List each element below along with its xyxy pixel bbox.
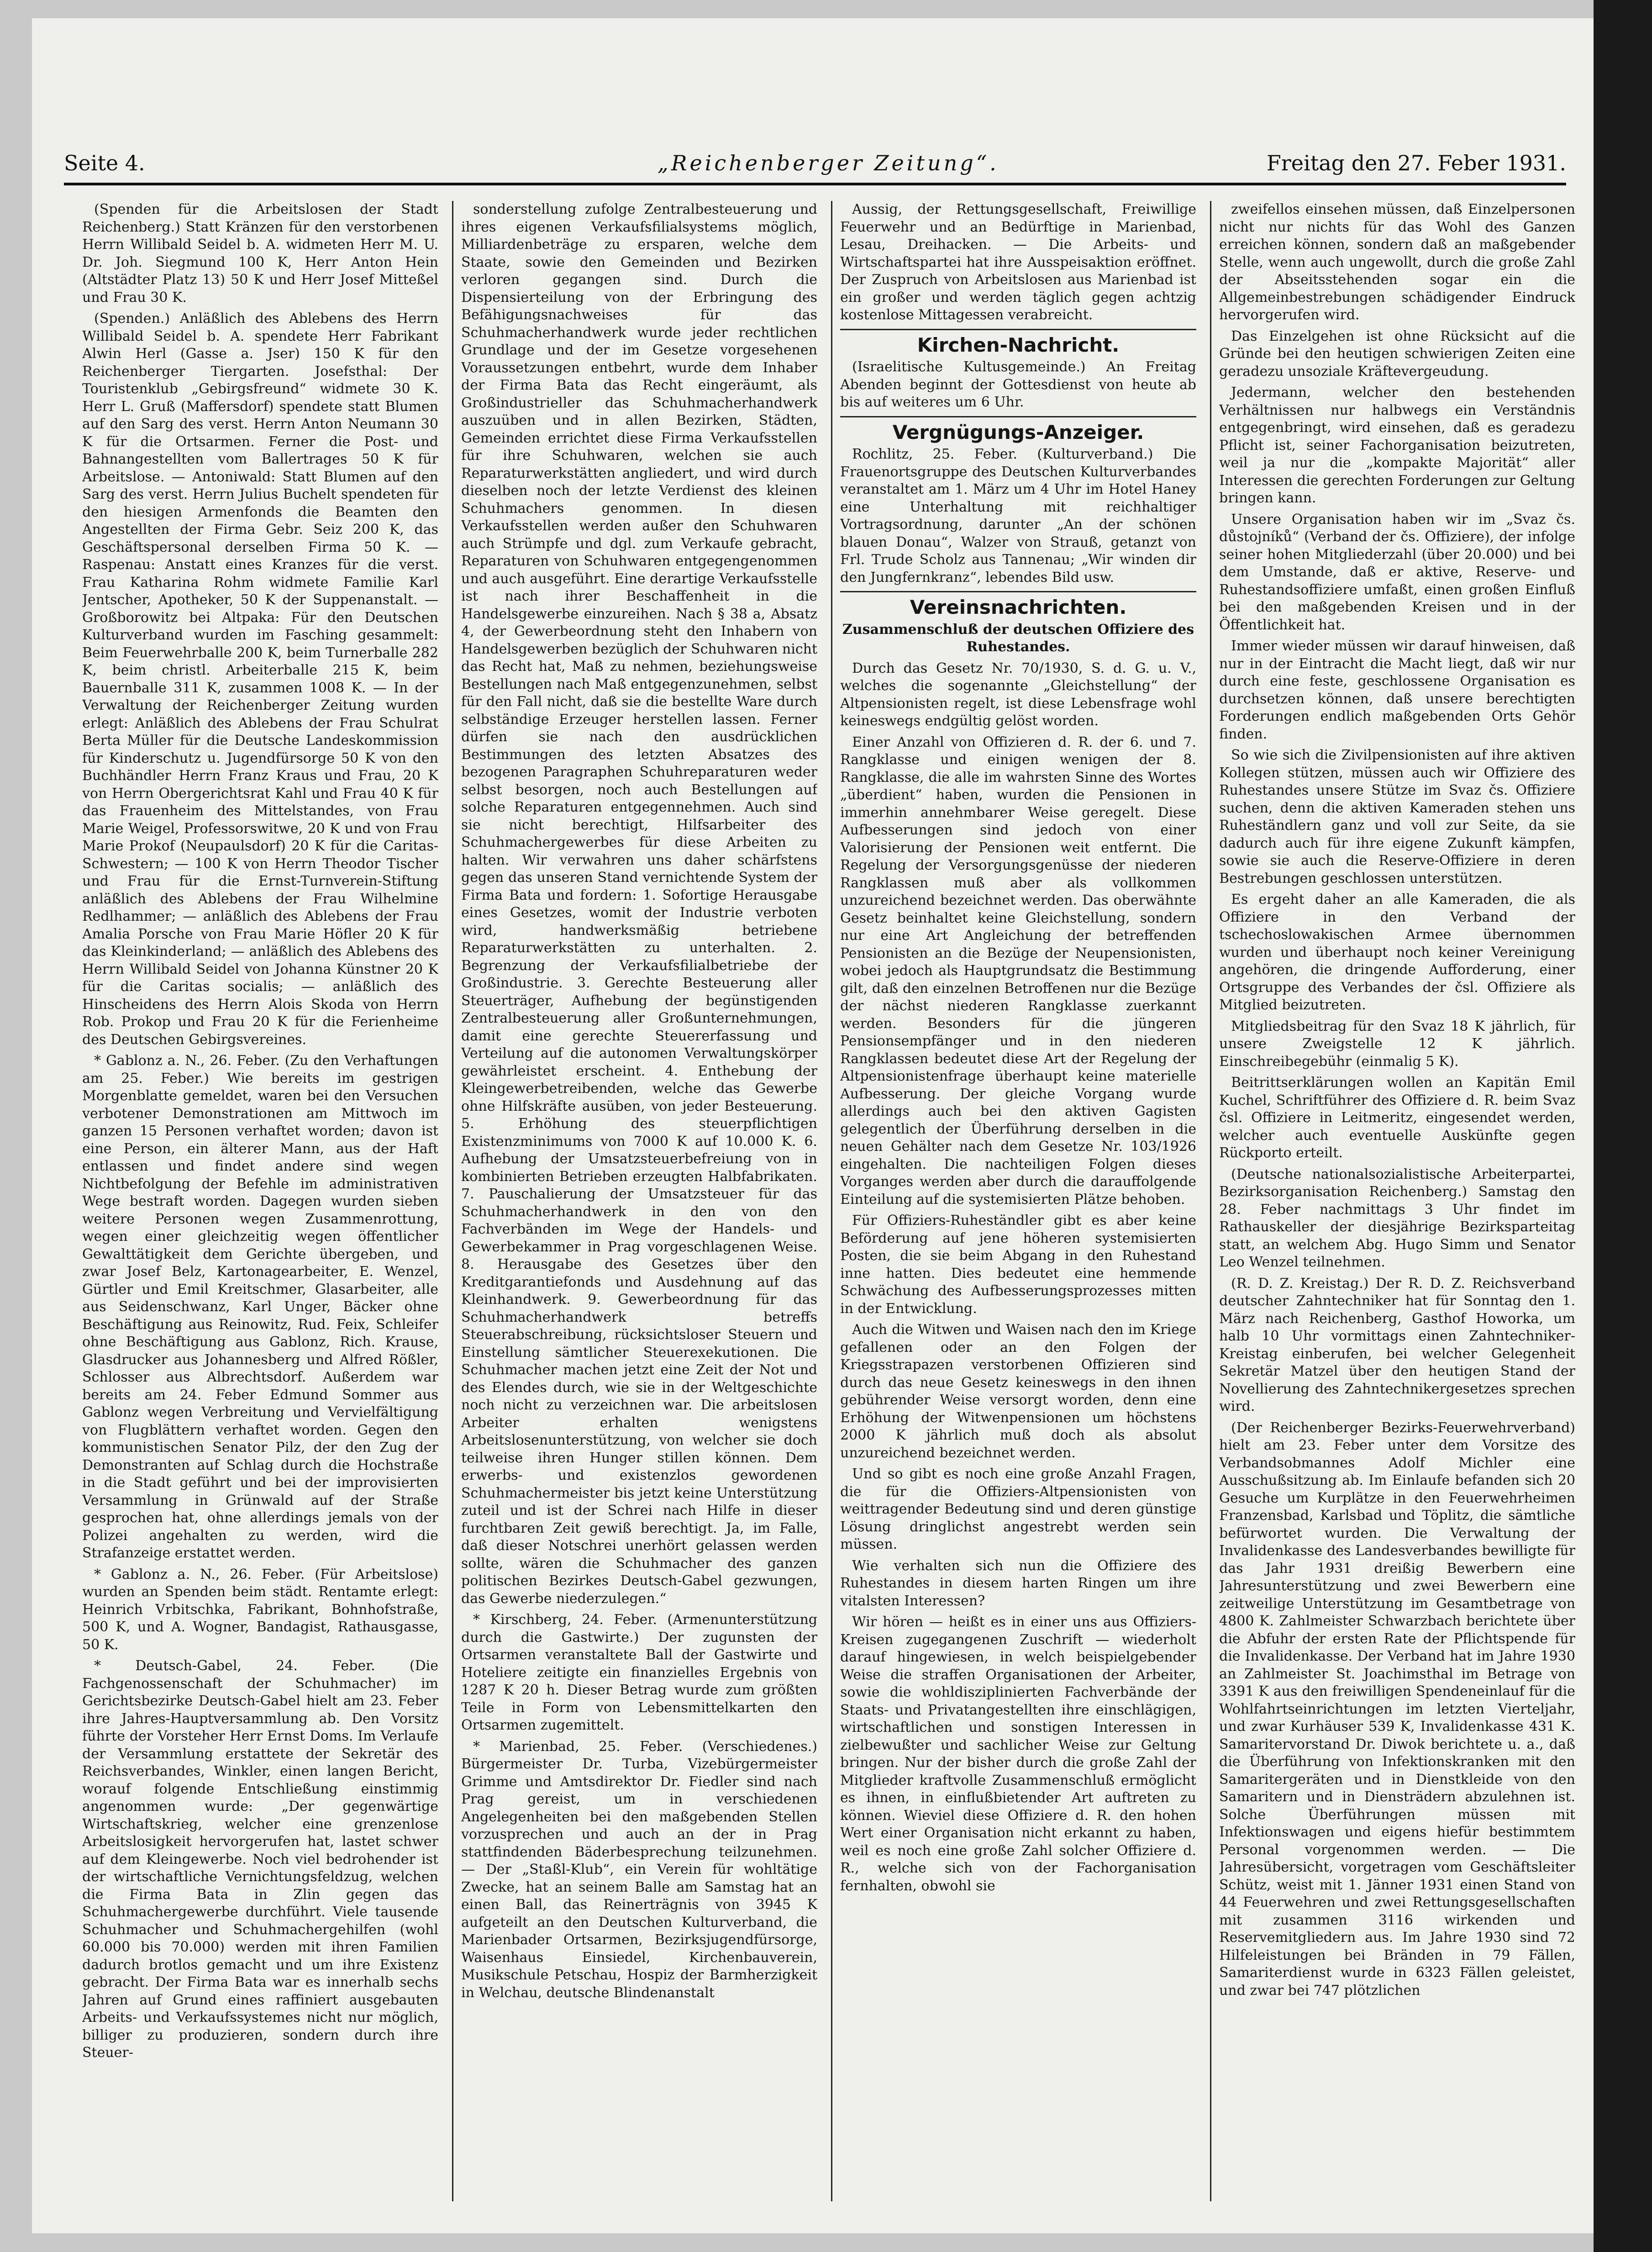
- column-divider: [831, 201, 832, 2201]
- article-paragraph: Durch das Gesetz Nr. 70/1930, S. d. G. u. V., welches die sogenannte „Gleichstellung“ der Altpensionisten regelt, ist diese Lebensfrage wohl keineswegs endgültig gelöst worden.: [840, 660, 1196, 729]
- article-paragraph: Für Offiziers-Ruheständler gibt es aber keine Beförderung auf jene höheren systemisierten Posten, die sie beim Abgang in den Ruhestand inne hatten. Dies bedeutet eine hemmende Schwächung des Aufbesserungsprozesses mitten in der Entwicklung.: [840, 1213, 1196, 1317]
- page-number: Seite 4.: [64, 151, 145, 175]
- article-paragraph: Das Einzelgehen ist ohne Rücksicht auf die Gründe bei den heutigen schwierigen Zeiten eine geradezu unsoziale Kräftevergeudung.: [1219, 328, 1575, 380]
- article-subheading: Zusammenschluß der deutschen Offiziere des Ruhestandes.: [842, 621, 1194, 655]
- section-heading-verein: Vereinsnachrichten.: [910, 596, 1127, 618]
- column-4: [1219, 201, 1575, 2201]
- article-paragraph: * Marienbad, 25. Feber. (Verschiedenes.) Bürgermeister Dr. Turba, Vizebürgermeister Grimme und Amtsdirektor Dr. Fiedler sind nach Prag gereist, um in verschiedenen Angelegenheiten bei den maßgebenden Stellen vorzusprechen und auch an der in Prag stattfindenden Bäderbesprechung teilzunehmen. — Der „Staßl-Klub“, ein Verein für wohltätige Zwecke, hat an seinem Balle am Samstag hat an einen Ball, das Reinerträgnis von 3945 K aufgeteilt an den Deutschen Kulturverband, die Marienbader Ortsarmen, Bezirksjugendfürsorge, Waisenhaus Einsiedel, Kirchenbauverein, Musikschule Petschau, Hospiz der Barmherzigkeit in Welchau, deutsche Blindenanstalt: [461, 1738, 817, 2001]
- column-1: [82, 201, 438, 2201]
- page-header: [64, 151, 1566, 187]
- article-paragraph: Jedermann, welcher den bestehenden Verhältnissen nur halbwegs ein Verständnis entgegenbringt, wird einsehen, daß es geradezu Pflicht ist, seiner Fachorganisation beizutreten, weil ja nur die „kompakte Majorität“ aller Interessen die gerechten Forderungen zur Geltung bringen kann.: [1219, 385, 1575, 506]
- article-paragraph: (Spenden für die Arbeitslosen der Stadt Reichenberg.) Statt Kränzen für den verstorbenen Herrn Willibald Seidel b. A. widmeten Herr M. U. Dr. Joh. Siegmund 100 K, Herr Anton Hein (Altstädter Platz 13) 50 K und Herr Josef Mitteßel und Frau 30 K.: [82, 201, 438, 306]
- article-paragraph: Beitrittserklärungen wollen an Kapitän Emil Kuchel, Schriftführer des Offiziere d. R. beim Svaz čsl. Offiziere in Leitmeritz, eingesendet werden, welcher auch eventuelle Auskünfte gegen Rückporto erteilt.: [1219, 1075, 1575, 1161]
- article-paragraph: Auch die Witwen und Waisen nach den im Kriege gefallenen oder an den Folgen der Kriegsstrapazen verstorbenen Offizieren sind durch das neue Gesetz keineswegs in den ihnen gebührender Weise versorgt worden, denn eine Erhöhung der Witwenpensionen um höchstens 2000 K jährlich muß doch als absolut unzureichend bezeichnet werden.: [840, 1322, 1196, 1461]
- article-paragraph: * Gablonz a. N., 26. Feber. (Für Arbeitslose) wurden an Spenden beim städt. Rentamte erlegt: Heinrich Vrbitschka, Fabrikant, Bohnhofstraße, 500 K, und A. Wogner, Bandagist, Rathausgasse, 50 K.: [82, 1566, 438, 1653]
- article-paragraph: Es ergeht daher an alle Kameraden, die als Offiziere in den Verband der tschechoslowakischen Armee übernommen wurden und überhaupt noch keiner Vereinigung angehören, die dringende Aufforderung, einer Ortsgruppe des Verbandes der čsl. Offiziere als Mitglied beizutreten.: [1219, 891, 1575, 1013]
- section-heading-kirchen: Kirchen-Nachricht.: [917, 333, 1120, 356]
- header-rule: [64, 183, 1566, 185]
- scan-edge: [1594, 0, 1652, 2252]
- article-paragraph: * Kirschberg, 24. Feber. (Armenunterstützung durch die Gastwirte.) Der zugunsten der Ortsarmen veranstaltete Ball der Gastwirte und Hoteliere zeitigte ein finanzielles Ergebnis von 1287 K 20 h. Dieser Betrag wurde zum größten Teile in Form von Lebensmittelkarten den Ortsarmen zugemittelt.: [461, 1612, 817, 1733]
- article-paragraph: Wir hören — heißt es in einer uns aus Offiziers-Kreisen zugegangenen Zuschrift — wiederholt darauf hingewiesen, in welch beispielgebender Weise die straffen Organisationen der Arbeiter, sowie die wohldisziplinierten Fachverbände der Staats- und Privatangestellten ihre einschlägigen, wirtschaftlichen und sonstigen Interessen in zielbewußter und sachlicher Weise zur Geltung bringen. Nur der bisher durch die große Zahl der Mitglieder kraftvolle Zusammenschluß ermöglicht es ihnen, in einflußbietender Art auftreten zu können. Wieviel diese Offiziere d. R. den hohen Wert einer Organisation nicht erkannt zu haben, weil es noch eine große Zahl solcher Offiziere d. R., welche sich von der Fachorganisation fernhalten, obwohl sie: [840, 1614, 1196, 1894]
- article-paragraph: Unsere Organisation haben wir im „Svaz čs. důstojníků“ (Verband der čs. Offiziere), der infolge seiner hohen Mitgliederzahl (über 20.000) und bei dem Umstande, daß er aktive, Reserve- und Ruhestandsoffiziere umfaßt, einen großen Einfluß bei den maßgebenden Kreisen und in der Öffentlichkeit hat.: [1219, 511, 1575, 633]
- article-paragraph: (Spenden.) Anläßlich des Ablebens des Herrn Willibald Seidel b. A. spendete Herr Fabrikant Alwin Herl (Gasse a. Jser) 150 K für den Reichenberger Tiergarten. Josefsthal: Der Touristenklub „Gebirgsfreund“ widmete 30 K. Herr L. Gruß (Maffersdorf) spendete statt Blumen auf den Sarg des verst. Herrn Anton Neumann 30 K für die Ortsarmen. Ferner die Post- und Bahnangestellten vom Ballertrages 50 K für Arbeitslose. — Antoniwald: Statt Blumen auf den Sarg des verst. Herrn Julius Buchelt spendeten für den hiesigen Armenfonds die Beamten den Angestellten der Firma Gebr. Seiz 200 K, das Geschäftspersonal derselben Firma 50 K. — Raspenau: Anstatt eines Kranzes für die verst. Frau Katharina Rohm widmete Familie Karl Jentscher, Apotheker, 50 K der Suppenanstalt. — Großborowitz bei Altpaka: Für den Deutschen Kulturverband wurden im Fasching gesammelt: Beim Feuerwehrballe 200 K, beim Turnerballe 282 K, beim christl. Arbeiterballe 215 K, beim Bauernballe 311 K, zusammen 1008 K. — In der Verwaltung der Reichenberger Zeitung wurden erlegt: Anläßlich des Ablebens der Frau Schulrat Berta Müller für die Deutsche Landeskommission für Kinderschutz u. Jugendfürsorge 50 K von den Buchhändler Herrn Franz Kraus und Frau, 20 K von Herrn Obergerichtsrat Kahl und Frau 40 K für das Frauenheim des Mittelstandes, von Frau Marie Weigel, Professorswitwe, 20 K und von Frau Marie Prokof (Neupaulsdorf) 20 K für die Caritas-Schwestern; — 100 K von Herrn Theodor Tischer und Frau für die Ernst-Turnverein-Stiftung anläßlich des Ablebens der Frau Wilhelmine Redlhammer; — anläßlich des Ablebens der Frau Amalia Porsche von Frau Marie Höfler 20 K für das Kleinkinderland; — anläßlich des Ablebens des Herrn Willibald Seidel von Johanna Künstner 20 K für die Caritas socialis; — anläßlich des Hinscheidens des Herrn Alois Skoda von Herrn Rob. Prokop und Frau 20 K für die Ferienheime des Deutschen Gebirgsvereines.: [82, 311, 438, 1048]
- section-rule: [840, 329, 1196, 330]
- article-paragraph: Aussig, der Rettungsgesellschaft, Freiwillige Feuerwehr und an Bedürftige in Marienbad, Lesau, Dreihacken. — Die Arbeits- und Wirtschaftspartei hat ihre Ausspeisaktion eröffnet. Der Zuspruch von Arbeitslosen aus Marienbad ist ein großer und werden täglich gegen achtzig kostenlose Mittagessen verabreicht.: [840, 201, 1196, 323]
- article-paragraph: Mitgliedsbeitrag für den Svaz 18 K jährlich, für unsere Zweigstelle 12 K jährlich. Einschreibegebühr (einmalig 5 K).: [1219, 1018, 1575, 1070]
- article-paragraph: Rochlitz, 25. Feber. (Kulturverband.) Die Frauenortsgruppe des Deutschen Kulturverbandes veranstaltet am 1. März um 4 Uhr im Hotel Haney eine Unterhaltung mit reichhaltiger Vortragsordnung, darunter „An der schönen blauen Donau“, Walzer von Strauß, getanzt von Frl. Trude Scholz aus Tannenau; „Wir winden dir den Jungfernkranz“, lebendes Bild usw.: [840, 446, 1196, 585]
- column-2: [461, 201, 817, 2201]
- issue-date: Freitag den 27. Feber 1931.: [1266, 151, 1566, 175]
- article-paragraph: zweifellos einsehen müssen, daß Einzelpersonen nicht nur nichts für das Wohl des Ganzen erreichen können, sondern daß an maßgebender Stelle, wenn auch ungewollt, durch die große Zahl der Abseitsstehenden sogar ein die Allgemeinbestrebungen schädigender Eindruck hervorgerufen wird.: [1219, 201, 1575, 323]
- article-paragraph: So wie sich die Zivilpensionisten auf ihre aktiven Kollegen stützen, müssen auch wir Offiziere des Ruhestandes unsere Stütze im Svaz čs. Offiziere suchen, denn die aktiven Kameraden stehen uns Ruheständlern ganz und voll zur Seite, da sie dadurch auch für ihre eigene Zukunft kämpfen, sowie sie auch die Reserve-Offiziere in deren Bestrebungen geschlossen unterstützen.: [1219, 747, 1575, 886]
- article-paragraph: sonderstellung zufolge Zentralbesteuerung und ihres eigenen Verkaufsfilialsystems möglich, Milliardenbeträge zu ersparen, welche dem Staate, sowie den Gemeinden und Bezirken verloren gegangen sind. Durch die Dispensierteilung von der Erbringung des Befähigungsnachweises für das Schuhmacherhandwerk wurde jeder rechtlichen Grundlage und der im Gesetze vorgesehenen Voraussetzungen entbehrt, wurde dem Inhaber der Firma Bata das Recht eingeräumt, als Großindustrieller das Schuhmacherhandwerk auszuüben und in allen Bezirken, Städten, Gemeinden errichtet diese Firma Verkaufsstellen für ihre Schuhwaren, welchen sie auch Reparaturwerkstätten angliedert, und wird durch dieselben noch der letzte Verdienst des kleinen Schuhmachers genommen. In diesen Verkaufsstellen werden außer den Schuhwaren auch Strümpfe und dgl. zum Verkaufe gebracht, Reparaturen von Schuhwaren entgegengenommen und auch ausgeführt. Eine derartige Verkaufsstelle ist nach ihrer Beschaffenheit in die Handelsgewerbe einzureihen. Nach § 38 a, Absatz 4, der Gewerbeordnung steht den Inhabern von Handelsgewerben bezüglich der Schuhwaren nicht das Recht hat, Maß zu nehmen, beziehungsweise Bestellungen nach Maß entgegenzunehmen, selbst für den Fall nicht, daß sie die bestellte Ware durch selbständige Erzeuger herstellen lassen. Ferner dürfen sie nach den ausdrücklichen Bestimmungen des letzten Absatzes des bezogenen Paragraphen Schuhreparaturen weder selbst besorgen, noch auch Bestellungen auf solche Reparaturen entgegennehmen. Auch sind sie nicht berechtigt, Hilfsarbeiter des Schuhmachergewerbes für diese Arbeiten zu halten. Wir verwahren uns daher schärfstens gegen das unseren Stand vernichtende System der Firma Bata und fordern: 1. Sofortige Herausgabe eines Gesetzes, womit der Industrie verboten wird, handwerksmäßig betriebene Reparaturwerkstätten zu unterhalten. 2. Begrenzung der Verkaufsfilialbetriebe der Großindustrie. 3. Gerechte Besteuerung aller Steuerträger, Aufhebung der begünstigenden Zentralbesteuerung aller Großunternehmungen, damit eine gerechte Steuererfassung und Verteilung auf die autonomen Verwaltungskörper gewährleistet erscheint. 4. Enthebung der Kleingewerbetreibenden, welche das Gewerbe ohne Hilfskräfte ausüben, von jeder Besteuerung. 5. Erhöhung des steuerpflichtigen Existenzminimums von 7000 K auf 10.000 K. 6. Aufhebung der Umsatzsteuerbefreiung von in kombinierten Betrieben erzeugten Halbfabrikaten. 7. Pauschalierung der Umsatzsteuer für das Schuhmacherhandwerk in den von den Fachverbänden im Wege der Handels- und Gewerbekammer in Prag vorgeschlagenen Weise. 8. Herausgabe des Gesetzes über den Kreditgarantiefonds und Ausdehnung auf das Kleinhandwerk. 9. Gewerbeordnung für das Schuhmacherhandwerk betreffs Steuerabschreibung, rücksichtsloser Steuern und Einstellung sämtlicher Steuerexekutionen. Die Schuhmacher machen jetzt eine Zeit der Not und des Elendes durch, wie sie in der Weltgeschichte noch nicht zu verzeichnen war. Die arbeitslosen Arbeiter erhalten wenigstens Arbeitslosenunterstützung, von welcher sie doch teilweise ihren Hunger stillen können. Dem erwerbs- und existenzlos gewordenen Schuhmachermeister bis jetzt keine Unterstützung zuteil und ist der Schrei nach Hilfe in dieser furchtbaren Zeit gewiß berechtigt. Ja, im Falle, daß dieser Notschrei unerhört gelassen werden sollte, wären die Schuhmacher des ganzen politischen Bezirkes Deutsch-Gabel gezwungen, das Gewerbe niederzulegen.“: [461, 201, 817, 1607]
- column-3: [840, 201, 1196, 2201]
- article-paragraph: (Deutsche nationalsozialistische Arbeiterpartei, Bezirksorganisation Reichenberg.) Samstag den 28. Feber nachmittags 3 Uhr findet im Rathauskeller der diesjährige Bezirksparteitag statt, an welchem Abg. Hugo Simm und Senator Leo Wenzel teilnehmen.: [1219, 1166, 1575, 1270]
- article-paragraph: * Deutsch-Gabel, 24. Feber. (Die Fachgenossenschaft der Schuhmacher) im Gerichtsbezirke Deutsch-Gabel hielt am 23. Feber ihre Jahres-Hauptversammlung ab. Den Vorsitz führte der Vorsteher Herr Ernst Doms. Im Verlaufe der Versammlung erstattete der Sekretär des Reichsverbandes, Winkler, einen langen Bericht, worauf folgende Entschließung einstimmig angenommen wurde: „Der gegenwärtige Wirtschaftskrieg, welcher eine grenzenlose Arbeitslosigkeit hervorgerufen hat, lastet schwer auf dem Kleingewerbe. Noch viel bedrohender ist der wirtschaftliche Vernichtungsfeldzug, welchen die Firma Bata in Zlin gegen das Schuhmachergewerbe durchführt. Viele tausende Schuhmacher und Schuhmachergehilfen (wohl 60.000 bis 70.000) werden mit ihren Familien dadurch brotlos gemacht und um ihre Existenz gebracht. Der Firma Bata war es innerhalb sechs Jahren auf Grund eines raffiniert ausgebauten Arbeits- und Verkaufssystemes nicht nur möglich, billiger zu produzieren, sondern durch ihre Steuer-: [82, 1658, 438, 2061]
- section-rule: [840, 591, 1196, 592]
- section-rule: [840, 416, 1196, 417]
- masthead: „Reichenberger Zeitung“.: [658, 151, 999, 175]
- section-heading-vergnuegung: Vergnügungs-Anzeiger.: [892, 421, 1144, 443]
- column-divider: [1210, 201, 1211, 2201]
- article-paragraph: Einer Anzahl von Offizieren d. R. der 6. und 7. Rangklasse und einigen wenigen der 8. Rangklasse, die alle im wahrsten Sinne des Wortes „überdient“ haben, wurden die Pensionen in immerhin annehmbarer Weise geregelt. Diese Aufbesserungen sind jedoch von einer Valorisierung der Pensionen weit entfernt. Die Regelung der Versorgungsgenüsse der niederen Rangklassen muß aber als vollkommen unzureichend bezeichnet werden. Das oberwähnte Gesetz beinhaltet keine Gleichstellung, sondern nur eine Art Angleichung der betreffenden Pensionisten an die Bezüge der Neupensionisten, wobei jedoch als Hauptgrundsatz die Bestimmung gilt, daß den einzelnen Betroffenen nur die Bezüge der nächst niederen Rangklasse zuerkannt werden. Besonders für die jüngeren Pensionsempfänger und in den niederen Rangklassen bedeutet diese Art der Regelung der Altpensionistenfrage überhaupt keine materielle Aufbesserung. Der gleiche Vorgang wurde allerdings auch bei den aktiven Gagisten gelegentlich der Überführung derselben in die neuen Gehälter nach dem Gesetze Nr. 103/1926 eingehalten. Die nachteiligen Folgen dieses Vorganges werden aber durch die darauffolgende Einteilung auf die systemisierten Plätze behoben.: [840, 734, 1196, 1208]
- article-paragraph: (Israelitische Kultusgemeinde.) An Freitag Abenden beginnt der Gottesdienst von heute ab bis auf weiteres um 6 Uhr.: [840, 359, 1196, 410]
- article-paragraph: * Gablonz a. N., 26. Feber. (Zu den Verhaftungen am 25. Feber.) Wie bereits im gestrigen Morgenblatte gemeldet, waren bei den Versuchen verbotener Demonstrationen am Mittwoch im ganzen 15 Personen verhaftet worden; davon ist eine Person, ein älterer Mann, aus der Haft entlassen und findet andere sind wegen Nichtbefolgung der Befehle im administrativen Wege bestraft worden. Dagegen wurden sieben weitere Personen wegen Zusammenrottung, wegen einer gleichzeitig wegen öffentlicher Gewalttätigkeit dem Gerichte übergeben, und zwar Josef Belz, Kartonagearbeiter, E. Wenzel, Gürtler und Emil Kreitschmer, Glasarbeiter, alle aus Seidenschwanz, Karl Unger, Bäcker ohne Beschäftigung aus Reinowitz, Rud. Feix, Schleifer ohne Beschäftigung aus Gablonz, Rich. Krause, Glasdrucker aus Johannesberg und Alfred Rößler, Schlosser aus Albrechtsdorf. Außerdem war bereits am 24. Feber Edmund Sommer aus Gablonz wegen Verbreitung und Vervielfältigung von Flugblättern verhaftet worden. Gegen den kommunistischen Senator Pilz, der den Zug der Demonstranten auf Schlag durch die Hochstraße in die Stadt geführt und bei der improvisierten Versammlung in Grünwald auf der Straße gesprochen hat, ohne allerdings jemals von der Polizei angehalten zu werden, wird die Strafanzeige erstattet werden.: [82, 1053, 438, 1561]
- article-paragraph: Und so gibt es noch eine große Anzahl Fragen, die für die Offiziers-Altpensionisten von weittragender Bedeutung sind und deren günstige Lösung dringlichst angestrebt werden sein müssen.: [840, 1466, 1196, 1552]
- article-paragraph: (R. D. Z. Kreistag.) Der R. D. Z. Reichsverband deutscher Zahntechniker hat für Sonntag den 1. März nach Reichenberg, Gasthof Howorka, um halb 10 Uhr vormittags einen Zahntechniker-Kreistag einberufen, bei welcher Gelegenheit Sekretär Matzel über den heutigen Stand der Novellierung des Zahntechnikergesetzes sprechen wird.: [1219, 1275, 1575, 1414]
- article-paragraph: Immer wieder müssen wir darauf hinweisen, daß nur in der Eintracht die Macht liegt, daß wir nur durch eine feste, geschlossene Organisation es durchsetzen können, daß unsere berechtigten Forderungen endlich maßgebenden Orts Gehör finden.: [1219, 638, 1575, 742]
- article-paragraph: Wie verhalten sich nun die Offiziere des Ruhestandes in diesem harten Ringen um ihre vitalsten Interessen?: [840, 1557, 1196, 1609]
- article-paragraph: (Der Reichenberger Bezirks-Feuerwehrverband) hielt am 23. Feber unter dem Vorsitze des Verbandsobmannes Adolf Michler eine Ausschußsitzung ab. Im Einlaufe befanden sich 20 Gesuche um Kurplätze in den Feuerwehrheimen Franzensbad, Karlsbad und Töplitz, die sämtliche befürwortet wurden. Die Verwaltung der Invalidenkasse des Landesverbandes bewilligte für das Jahr 1931 dreißig Bewerbern eine Jahresunterstützung und zwei Bewerbern eine zeitweilige Unterstützung im Gesamtbetrage von 4800 K. Zahlmeister Schwarzbach berichtete über die Abfuhr der ersten Rate der Pflichtspende für die Invalidenkasse. Der Verband hat im Jahre 1930 an Zahlmeister St. Joachimsthal im Betrage von 3391 K aus den freiwilligen Spendeneinlauf für die Wohlfahrtseinrichtungen im letzten Vierteljahr, und zwar Kurhäuser 539 K, Invalidenkasse 431 K. Samaritervorstand Dr. Diwok berichtete u. a., daß die Überführung von Infektionskranken mit den Samaritergeräten und in Dienstkleide von den Samaritern und in Diensträdern abzulehnen ist. Solche Überführungen müssen mit Infektionswagen und eigens hiefür bestimmtem Personal vorgenommen werden. — Die Jahresübersicht, vorgetragen vom Geschäftsleiter Schütz, weist mit 1. Jänner 1931 einen Stand von 44 Feuerwehren und zwei Rettungsgesellschaften mit zusammen 3116 wirkenden und Reservemitgliedern aus. Im Jahre 1930 sind 72 Hilfeleistungen bei Bränden in 79 Fällen, Samariterdienst wurde in 6323 Fällen geleistet, und zwar bei 747 plötzlichen: [1219, 1419, 1575, 1999]
- column-divider: [452, 201, 453, 2201]
